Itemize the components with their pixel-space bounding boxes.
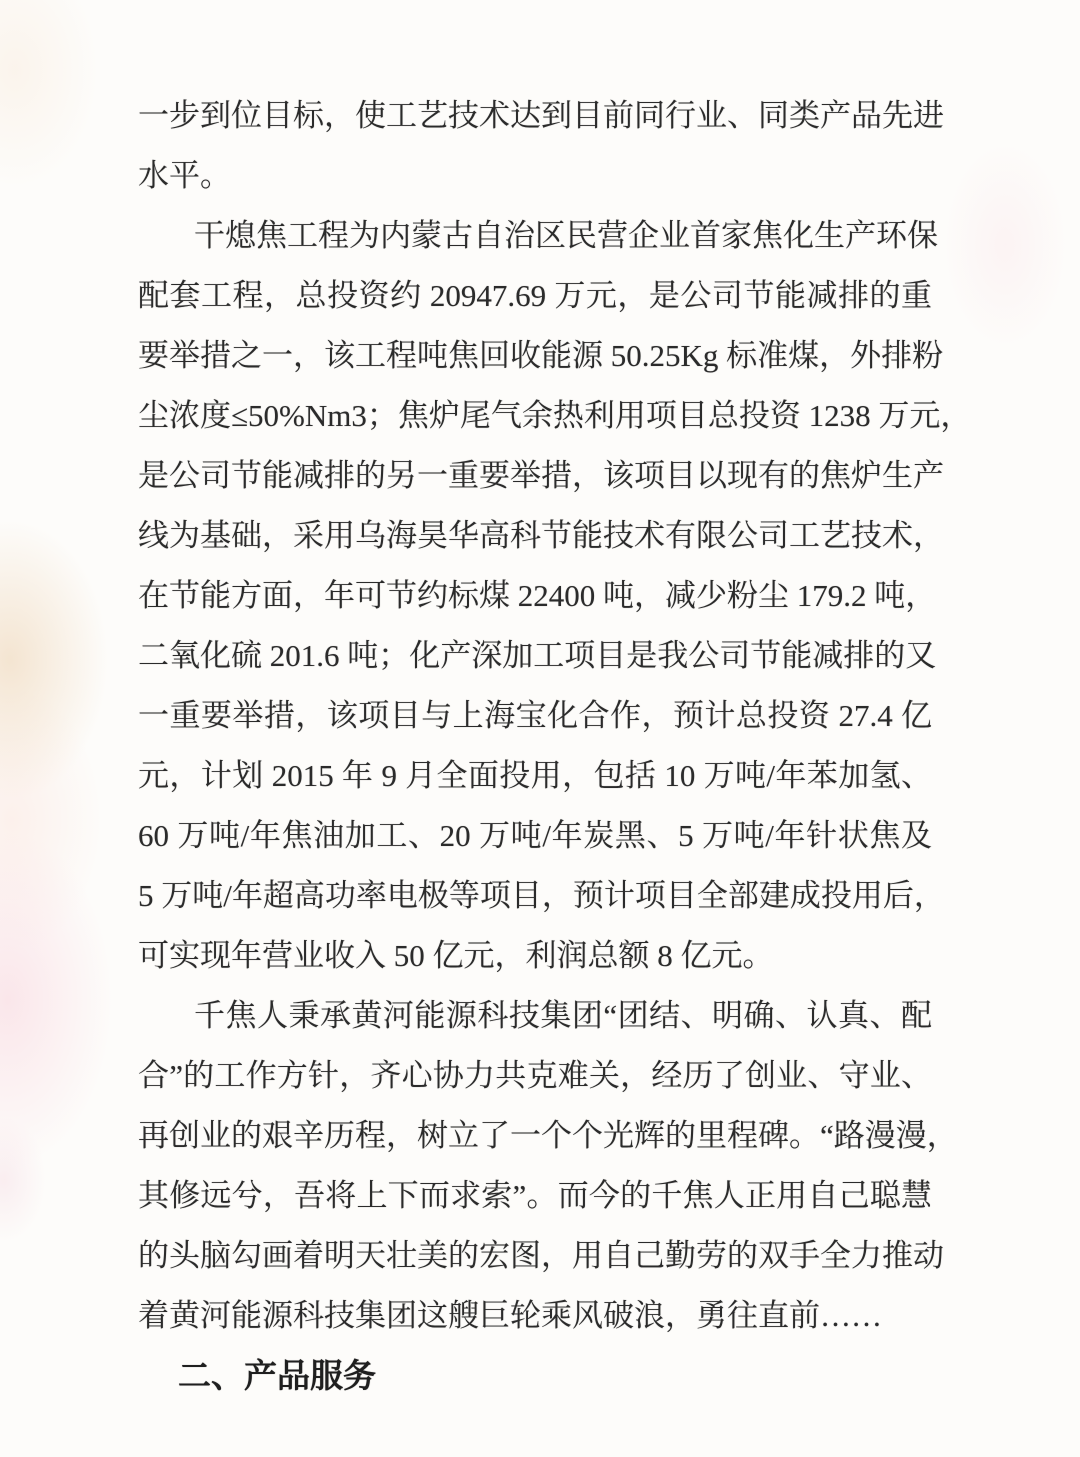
text-line: 干熄焦工程为内蒙古自治区民营企业首家焦化生产环保 xyxy=(194,218,938,253)
text-line: 配套工程，总投资约 20947.69 万元，是公司节能减排的重 xyxy=(138,278,932,313)
document-body xyxy=(138,86,972,1406)
text-line: 在节能方面，年可节约标煤 22400 吨，减少粉尘 179.2 吨， xyxy=(138,578,937,613)
text-line: 一重要举措，该项目与上海宝化合作，预计总投资 27.4 亿 xyxy=(138,698,932,733)
text-line: 千焦人秉承黄河能源科技集团“团结、明确、认真、配 xyxy=(194,998,932,1033)
text-line: 水平。 xyxy=(138,158,231,193)
text-line: 二氧化硫 201.6 吨；化产深加工项目是我公司节能减排的又 xyxy=(138,638,937,673)
text-line: 一步到位目标，使工艺技术达到目前同行业、同类产品先进 xyxy=(138,98,944,133)
text-line: 5 万吨/年超高功率电极等项目，预计项目全部建成投用后， xyxy=(138,878,945,913)
text-line: 元，计划 2015 年 9 月全面投用，包括 10 万吨/年苯加氢、 xyxy=(138,758,932,793)
text-line: 着黄河能源科技集团这艘巨轮乘风破浪，勇往直前…… xyxy=(138,1298,882,1333)
text-line: 合”的工作方针，齐心协力共克难关，经历了创业、守业、 xyxy=(138,1058,932,1093)
text-line: 要举措之一，该工程吨焦回收能源 50.25Kg 标准煤，外排粉 xyxy=(138,338,944,373)
text-line: 其修远兮，吾将上下而求索”。而今的千焦人正用自己聪慧 xyxy=(138,1178,932,1213)
text-line: 的头脑勾画着明天壮美的宏图，用自己勤劳的双手全力推动 xyxy=(138,1238,944,1273)
text-line: 线为基础，采用乌海昊华高科节能技术有限公司工艺技术， xyxy=(138,518,944,553)
text-line: 可实现年营业收入 50 亿元，利润总额 8 亿元。 xyxy=(138,938,774,973)
text-line: 尘浓度≤50%Nm3；焦炉尾气余热利用项目总投资 1238 万元， xyxy=(138,398,972,433)
text-line: 60 万吨/年焦油加工、20 万吨/年炭黑、5 万吨/年针状焦及 xyxy=(138,818,932,853)
text-line: 是公司节能减排的另一重要举措，该项目以现有的焦炉生产 xyxy=(138,458,944,493)
text-line: 再创业的艰辛历程，树立了一个个光辉的里程碑。“路漫漫， xyxy=(138,1118,958,1153)
section-heading: 二、产品服务 xyxy=(178,1357,376,1394)
